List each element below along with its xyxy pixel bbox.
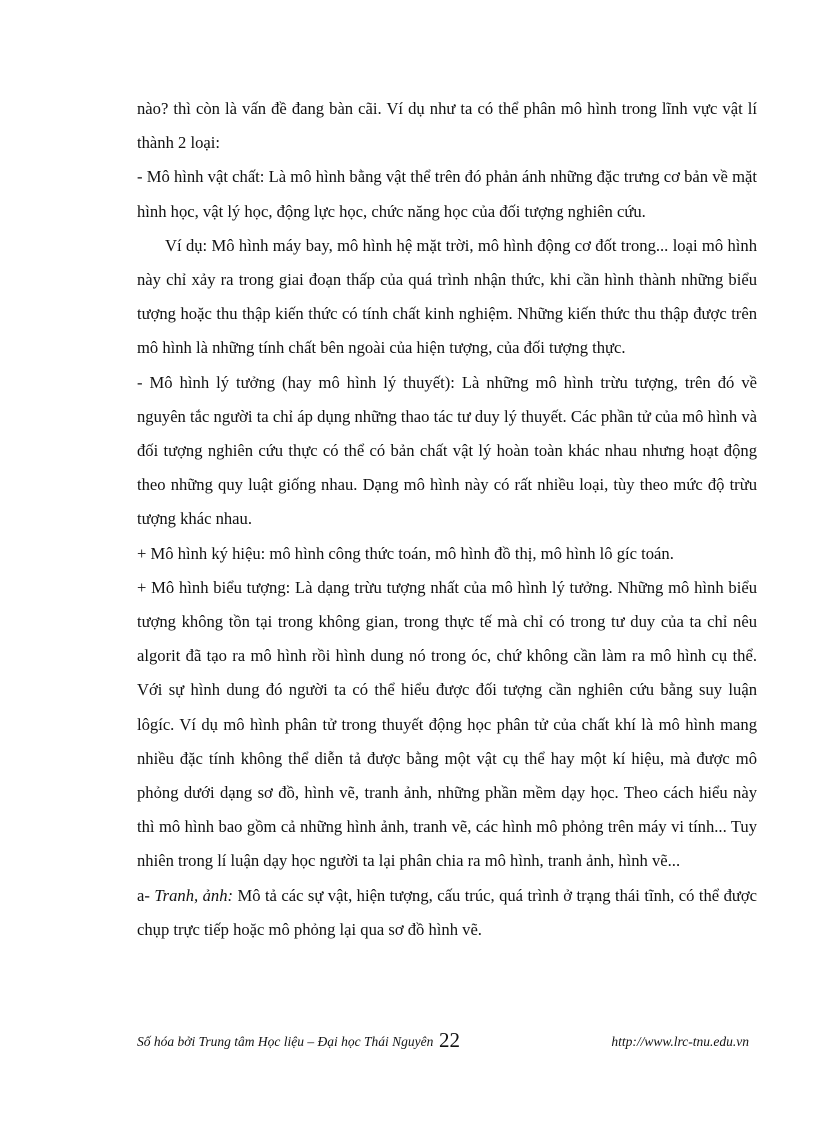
page-body bbox=[137, 92, 757, 947]
page-footer bbox=[137, 1030, 757, 1054]
page-number: 22 bbox=[439, 1028, 460, 1052]
paragraph-representation-model: + Mô hình biểu tượng: Là dạng trừu tượng nhất của mô hình lý tưởng. Những mô hình biểu tượng không tồn tại trong không gian, trong thực tế mà chỉ có trong tư duy của ta chỉ nêu algorit đã tạo ra mô hình rồi hình dung nó trong óc, chứ không cần làm ra mô hình cụ thể. Với sự hình dung đó người ta có thể hiểu được đối tượng cần nghiên cứu bằng suy luận lôgíc. Ví dụ mô hình phân tử trong thuyết động học phân tử của chất khí là mô hình mang nhiều đặc tính không thể diễn tả được bằng một vật cụ thể hay một kí hiệu, mà được mô phỏng dưới dạng sơ đồ, hình vẽ, tranh ảnh, những phần mềm dạy học. Theo cách hiểu này thì mô hình bao gồm cả những hình ảnh, tranh vẽ, các hình mô phỏng trên máy vi tính... Tuy nhiên trong lí luận dạy học người ta lại phân chia ra mô hình, tranh ảnh, hình vẽ... bbox=[137, 577, 757, 871]
paragraph-pictures bbox=[137, 879, 757, 947]
paragraph-ideal-model: - Mô hình lý tưởng (hay mô hình lý thuyết): Là những mô hình trừu tượng, trên đó về nguyên tắc người ta chỉ áp dụng những thao tác tư duy lý thuyết. Các phần tử của mô hình và đối tượng nghiên cứu thực có thể có bản chất vật lý hoàn toàn khác nhau nhưng hoạt động theo những quy luật giống nhau. Dạng mô hình này có rất nhiều loại, tùy theo mức độ trừu tượng khác nhau. bbox=[137, 372, 757, 529]
paragraph-pictures-text: Mô tả các sự vật, hiện tượng, cấu trúc, quá trình ở trạng thái tĩnh, có thể được chụp trực tiếp hoặc mô phỏng lại qua sơ đồ hình vẽ. bbox=[137, 885, 757, 939]
paragraph-material-model: - Mô hình vật chất: Là mô hình bằng vật thể trên đó phản ánh những đặc trưng cơ bản về mặt hình học, vật lý học, động lực học, chức năng học của đối tượng nghiên cứu. bbox=[137, 167, 757, 221]
paragraph-symbol-model: + Mô hình ký hiệu: mô hình công thức toán, mô hình đồ thị, mô hình lô gíc toán. bbox=[137, 543, 674, 563]
list-prefix: a- bbox=[137, 885, 155, 905]
paragraph-example: Ví dụ: Mô hình máy bay, mô hình hệ mặt trời, mô hình động cơ đốt trong... loại mô hình này chỉ xảy ra trong giai đoạn thấp của quá trình nhận thức, khi cần hình thành những biểu tượng hoặc thu thập kiến thức có tính chất kinh nghiệm. Những kiến thức thu thập được trên mô hình là những tính chất bên ngoài của hiện tượng, của đối tượng thực. bbox=[137, 235, 757, 358]
footer-url[interactable]: http://www.lrc-tnu.edu.vn bbox=[611, 1034, 749, 1049]
paragraph-intro: nào? thì còn là vấn đề đang bàn cãi. Ví dụ như ta có thể phân mô hình trong lĩnh vực vật lí thành 2 loại: bbox=[137, 99, 757, 153]
italic-term: Tranh, ảnh: bbox=[154, 885, 234, 905]
footer-source: Số hóa bởi Trung tâm Học liệu – Đại học Thái Nguyên bbox=[137, 1034, 434, 1049]
